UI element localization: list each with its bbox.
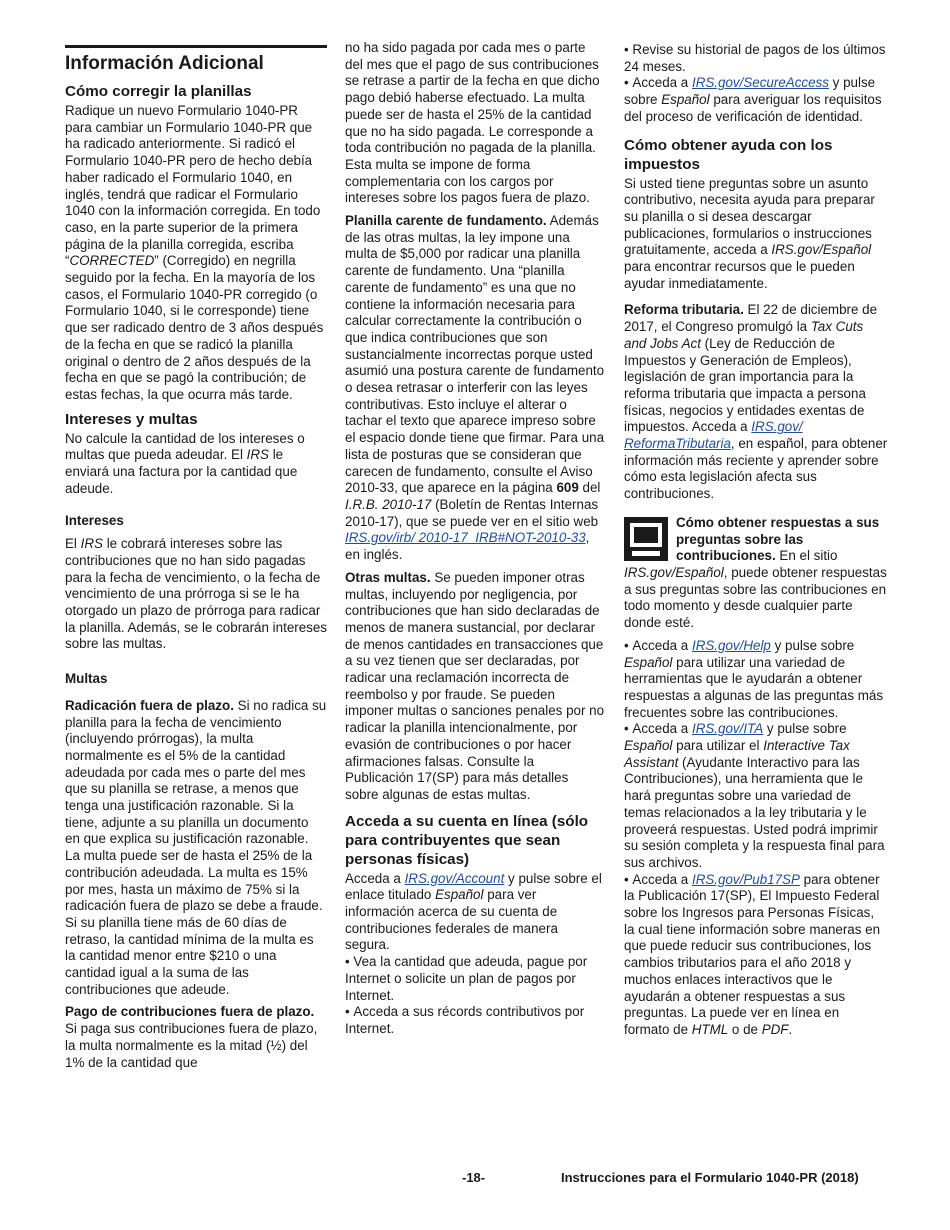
paragraph-intereses-multas: No calcule la cantidad de los intereses o multas que pueda adeudar. El IRS le enviará una factura por la cantidad que adeude. bbox=[65, 430, 305, 496]
footer-title: Instrucciones para el Formulario 1040-PR (2018) bbox=[561, 1170, 859, 1185]
computer-icon bbox=[624, 517, 668, 561]
link-pub17sp[interactable]: IRS.gov/Pub17SP bbox=[691, 871, 800, 887]
heading-cuenta: Acceda a su cuenta en línea (sólo para contribuyentes que sean personas físicas) bbox=[345, 812, 589, 868]
heading-ayuda: Cómo obtener ayuda con los impuestos bbox=[624, 136, 833, 173]
link-account[interactable]: IRS.gov/Account bbox=[404, 870, 505, 886]
heading-multas: Multas bbox=[65, 671, 108, 687]
column-left bbox=[65, 40, 327, 1077]
link-secure-access[interactable]: IRS.gov/SecureAccess bbox=[691, 75, 829, 91]
bullet-pub17: • Acceda a IRS.gov/Pub17SP para obtener la Publicación 17(SP), El Impuesto Federal sobre los Ingresos para Personas Físicas, la cual tiene información sobre maneras en que puede reducir sus contribuciones, los cambios tributarios para el año 2018 y muchos enlaces interactivos que le ayudarán a obtener respuestas a sus preguntas. La puede ver en línea en formato de HTML o de PDF. bbox=[624, 872, 888, 1039]
link-help[interactable]: IRS.gov/Help bbox=[691, 637, 771, 653]
paragraph-pago: Pago de contribuciones fuera de plazo. Si paga sus contribuciones fuera de plazo, la multa normalmente es la mitad (½) del 1% de la cantidad que bbox=[65, 1004, 318, 1070]
paragraph-reforma: Reforma tributaria. El 22 de diciembre de 2017, el Congreso promulgó la Tax Cuts and Jobs Act (Ley de Reducción de Impuestos y Generación de Empleos), legislación de gran importancia para la reforma tributaria que impacta a persona físicas, negocios y entidades exentas de impuestos. Acceda a IRS.gov/ ReformaTributaria, en español, para obtener información más reciente y aprender sobre cómo esta legislación afecta sus contribuciones. bbox=[624, 302, 888, 502]
paragraph-carente: Planilla carente de fundamento. Además de las otras multas, la ley impone una multa de $5,000 por radicar una planilla carente de fundamento. Una “planilla carente de fundamento” es una que no contiene la información necesaria para calcular correctamente la contribución o que indica contribuciones que son sustancialmente incorrectas porque usted asumió una postura carente de fundamento o desea retrasar o interferir con las leyes contributivas. Esto incluye el alterar o tachar el texto que aparece impreso sobre el espacio donde tiene que firmar. Para una lista de posturas que se consideran que carecen de fundamento, consulte el Aviso 2010-33, que aparece en la página 609 del I.R.B. 2010-17 (Boletín de Rentas Internas 2010-17), que se puede ver en el sitio web IRS.gov/irb/ 2010-17_IRB#NOT-2010-33, en inglés. bbox=[345, 213, 605, 563]
link-reforma[interactable]: IRS.gov/ ReformaTributaria bbox=[624, 419, 803, 452]
paragraph-cuenta: Acceda a IRS.gov/Account y pulse sobre el enlace titulado Español para ver información acerca de su cuenta de contribuciones federales de manera segura. bbox=[345, 870, 602, 953]
paragraph-pago-cont: no ha sido pagada por cada mes o parte del mes que el pago de sus contribuciones se retrase a partir de la fecha en que dicho pago debió haberse efectuado. La multa puede ser de hasta el 25% de la cantidad que no ha sido pagada. Le corresponde a toda contribución no pagada de la planilla. Esta multa se impone de forma complementaria con los cargos por intereses sobre los pagos fuera de plazo. bbox=[345, 40, 600, 206]
heading-intereses: Intereses bbox=[65, 513, 124, 529]
paragraph-otras: Otras multas. Se pueden imponer otras multas, incluyendo por negligencia, por contribuciones que han sido declaradas de menos de manera sustancial, por declarar de menos cantidades en transacciones que a su vez tienen que ser declaradas, por radicar una reclamación incorrecta de reembolso y por fraude. Se pueden imponer multas o sanciones penales por no radicar la planilla intencionalmente, por evasión de contribuciones o por hacer afirmaciones falsas. Consulte la Publicación 17(SP) para más detalles sobre algunas de estas multas. bbox=[345, 569, 605, 802]
heading-corregir: Cómo corregir la planillas bbox=[65, 83, 252, 100]
page-title: Información Adicional bbox=[65, 53, 264, 74]
bullet-secure: • Acceda a IRS.gov/SecureAccess y pulse sobre Español para averiguar los requisitos del proceso de verificación de identidad. bbox=[624, 75, 888, 125]
link-ita[interactable]: IRS.gov/ITA bbox=[691, 721, 764, 737]
bullet-records: • Acceda a sus récords contributivos por Internet. bbox=[345, 1004, 605, 1037]
bullet-pay: • Vea la cantidad que adeuda, pague por Internet o solicite un plan de pagos por Internet. bbox=[345, 954, 605, 1004]
heading-intereses-multas: Intereses y multas bbox=[65, 410, 198, 428]
bullet-ita: • Acceda a IRS.gov/ITA y pulse sobre Español para utilizar el Interactive Tax Assistant (Ayudante Interactivo para las Contribuciones), una herramienta que le hará preguntas sobre una variedad de temas relacionados a la ley tributaria y le proveerá respuestas. Usted podrá imprimir su sesión completa y la respuesta final para sus archivos. bbox=[624, 721, 888, 871]
paragraph-respuestas: Cómo obtener respuestas a sus preguntas sobre las contribuciones. En el sitio IRS.gov/Español, puede obtener respuestas a sus preguntas sobre las contribuciones en todo momento y desde cualquier parte donde esté. bbox=[624, 514, 887, 631]
bullet-help: • Acceda a IRS.gov/Help y pulse sobre Español para utilizar una variedad de herramientas que le ayudarán a obtener respuestas a algunas de las preguntas más frecuentes sobre las contribuciones. bbox=[624, 638, 888, 722]
paragraph-ayuda: Si usted tiene preguntas sobre un asunto contributivo, necesita ayuda para preparar su planilla o si desea descargar publicaciones, formularios o instrucciones gratuitamente, acceda a IRS.gov/Español para encontrar recursos que le pueden ayudar inmediatamente. bbox=[624, 175, 875, 291]
column-middle bbox=[345, 40, 605, 1038]
paragraph-corregir: Radique un nuevo Formulario 1040-PR para cambiar un Formulario 1040-PR que ha radicado anteriormente. Si radicó el Formulario 1040-PR pero de hecho debía haber radicado el Formulario 1040, en inglés, tendrá que radicar el Formulario 1040 con la información corregida. En todo caso, en la parte superior de la primera página de la planilla corregida, escriba “CORRECTED” (Corregido) en negrilla seguido por la fecha. En la mayoría de los casos, el Formulario 1040-PR corregido (o Formulario 1040, si le corresponde) tiene que ser radicado dentro de 3 años después de la fecha en que se radicó la planilla original o dentro de 2 años después de la fecha en que se pagó la contribución; de estas fechas, la que ocurra más tarde. bbox=[65, 103, 324, 402]
page-number: -18- bbox=[462, 1170, 486, 1185]
paragraph-radicacion: Radicación fuera de plazo. Si no radica su planilla para la fecha de vencimiento (incluyendo prórrogas), la multa normalmente es el 5% de la cantidad adeudada por cada mes o parte del mes que su planilla se retrase, a menos que tenga una justificación razonable. Si la tiene, adjunte a su planilla un documento en que explica su justificación razonable. La multa puede ser de hasta el 25% de la contribución adeudada. La multa es 15% por mes, hasta un máximo de 75% si la radicación fuera de plazo se debe a fraude. Si su planilla tiene más de 60 días de retraso, la cantidad mínima de la multa es la cantidad menor entre $210 o una cantidad igual a la suma de las contribuciones que adeude. bbox=[65, 697, 327, 997]
column-right bbox=[624, 42, 888, 1045]
title-rule bbox=[65, 45, 327, 48]
paragraph-intereses: El IRS le cobrará intereses sobre las contribuciones que no han sido pagadas para la fecha de vencimiento, o la fecha de vencimiento de una prórroga si se le ha otorgado un plazo de prórroga para radicar la planilla. Además, se le cobrarán intereses sobre las multas. bbox=[65, 536, 328, 652]
link-irb[interactable]: IRS.gov/irb/ 2010-17_IRB#NOT-2010-33 bbox=[345, 530, 586, 546]
bullet-history: • Revise su historial de pagos de los últimos 24 meses. bbox=[624, 42, 888, 75]
